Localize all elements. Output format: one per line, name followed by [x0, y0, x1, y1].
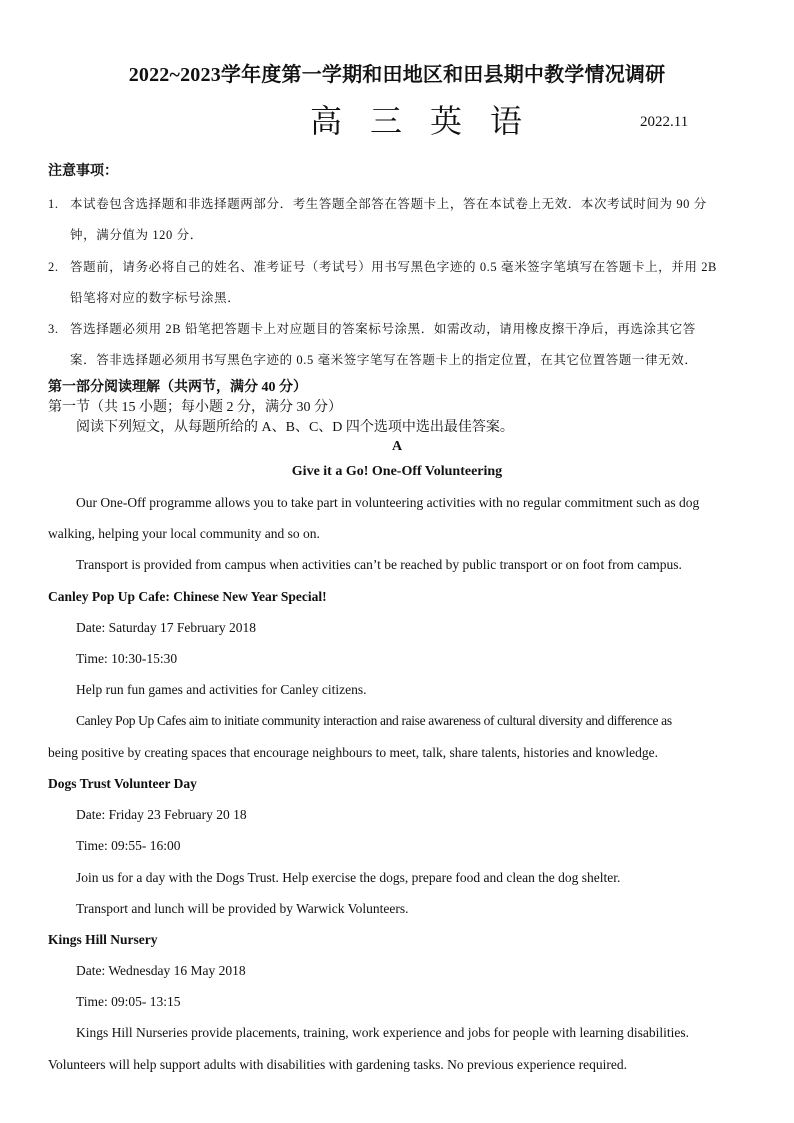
notice-item-text: 答选择题必须用 2B 铅笔把答题卡上对应题目的答案标号涂黑．如需改动，请用橡皮擦干净后，再选涂其它答	[70, 322, 696, 336]
section-heading-kings-hill: Kings Hill Nursery	[48, 932, 158, 947]
passage-title: Give it a Go! One-Off Volunteering	[291, 464, 503, 479]
notice-item-number: 3.	[48, 322, 59, 336]
intro-paragraph-1: Our One-Off programme allows you to take part in volunteering activities with no regular commitment such as dog	[76, 495, 700, 510]
notice-item-text: 答题前，请务必将自己的姓名、准考证号（考试号）用书写黑色字迹的 0.5 毫米签字笔填写在答题卡上，并用 2B	[70, 260, 717, 274]
dogs-desc-1: Join us for a day with the Dogs Trust. Help exercise the dogs, prepare food and clean the dog shelter.	[76, 870, 621, 885]
notice-item-2-cont: 铅笔将对应的数字标号涂黑．	[70, 291, 241, 305]
section-title: 第一节（共 15 小题；每小题 2 分，满分 30 分）	[48, 400, 342, 415]
notice-item-1	[48, 194, 707, 212]
notice-heading: 注意事项：	[48, 164, 118, 179]
part-title: 第一部分阅读理解（共两节，满分 40 分）	[48, 380, 307, 395]
canley-desc-1: Help run fun games and activities for Canley citizens.	[76, 682, 367, 697]
notice-item-2	[48, 257, 717, 275]
notice-item-3-cont: 案．答非选择题必须用书写黑色字迹的 0.5 毫米签字笔写在答题卡上的指定位置，在其它位置答题一律无效．	[70, 353, 698, 367]
section-heading-canley: Canley Pop Up Cafe: Chinese New Year Special!	[48, 589, 327, 604]
passage-label: A	[391, 439, 403, 454]
instruction-text: 阅读下列短文，从每题所给的 A、B、C、D 四个选项中选出最佳答案。	[76, 420, 514, 435]
kings-desc-1: Kings Hill Nurseries provide placements, training, work experience and jobs for people with learning disabilities.	[76, 1025, 689, 1040]
kings-time: Time: 09:05- 13:15	[76, 994, 181, 1009]
notice-item-text: 本试卷包含选择题和非选择题两部分．考生答题全部答在答题卡上，答在本试卷上无效．本次考试时间为 90 分	[70, 197, 707, 211]
notice-item-number: 2.	[48, 260, 59, 274]
notice-item-number: 1.	[48, 197, 59, 211]
exam-title: 2022~2023学年度第一学期和田地区和田县期中教学情况调研	[128, 64, 666, 86]
exam-date: 2022.11	[640, 114, 689, 130]
canley-time: Time: 10:30-15:30	[76, 651, 178, 666]
dogs-time: Time: 09:55- 16:00	[76, 838, 181, 853]
kings-date: Date: Wednesday 16 May 2018	[76, 963, 246, 978]
notice-item-3	[48, 319, 696, 337]
section-heading-dogs-trust: Dogs Trust Volunteer Day	[48, 776, 197, 791]
subject-title: 高三英语	[310, 103, 551, 139]
notice-item-1-cont: 钟，满分值为 120 分．	[70, 228, 203, 242]
canley-desc-2: Canley Pop Up Cafes aim to initiate community interaction and raise awareness of cultural diversity and difference as	[76, 713, 672, 728]
kings-desc-2: Volunteers will help support adults with disabilities with gardening tasks. No previous experience required.	[48, 1057, 628, 1072]
canley-desc-2-cont: being positive by creating spaces that encourage neighbours to meet, talk, share talents, histories and knowledge.	[48, 745, 658, 760]
intro-paragraph-2: Transport is provided from campus when activities can’t be reached by public transport or on foot from campus.	[76, 557, 682, 572]
intro-paragraph-1-cont: walking, helping your local community and so on.	[48, 526, 320, 541]
dogs-date: Date: Friday 23 February 20 18	[76, 807, 247, 822]
canley-date: Date: Saturday 17 February 2018	[76, 620, 256, 635]
dogs-desc-2: Transport and lunch will be provided by Warwick Volunteers.	[76, 901, 409, 916]
